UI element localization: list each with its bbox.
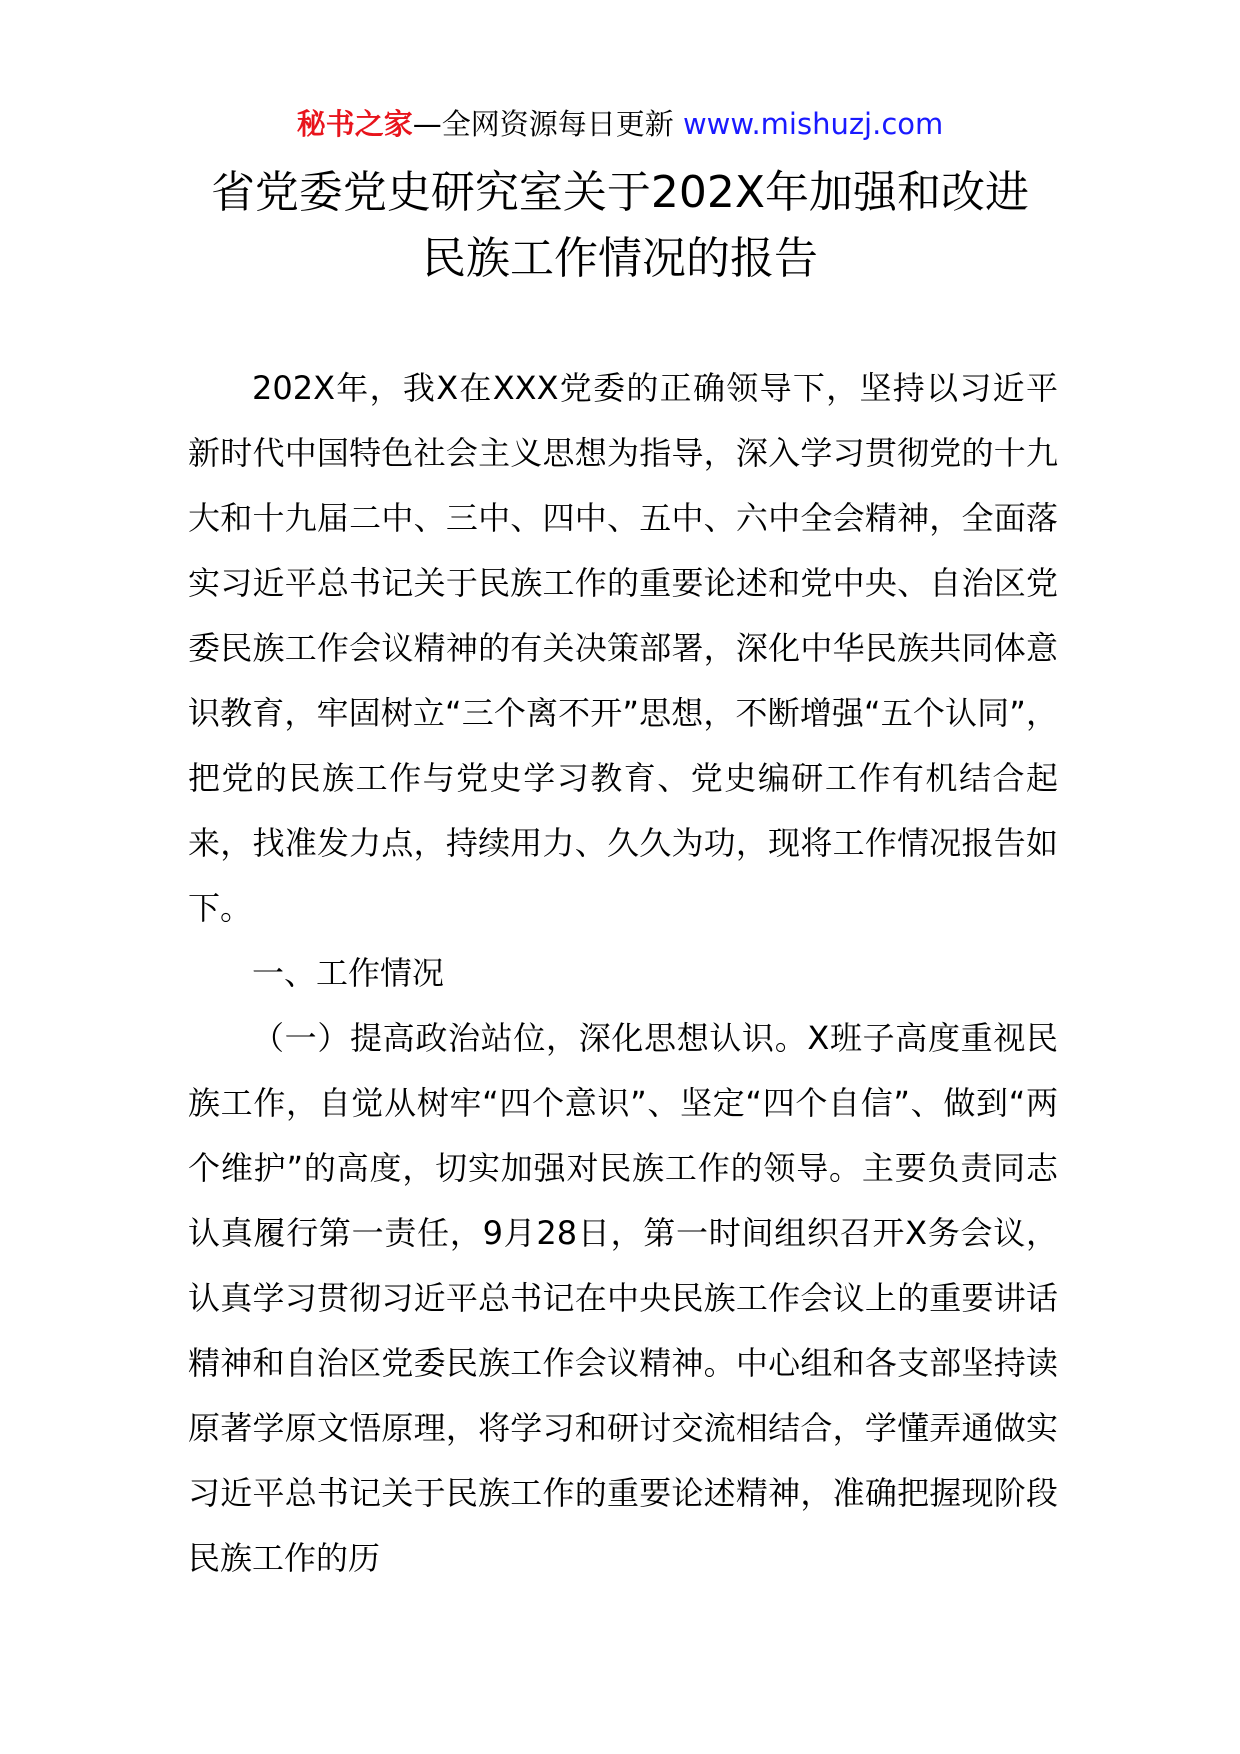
site-tagline: —全网资源每日更新 — [412, 107, 683, 141]
paragraph-section-1: （一）提高政治站位，深化思想认识。X班子高度重视民族工作，自觉从树牢“四个意识”、坚定“四个自信”、做到“两个维护”的高度，切实加强对民族工作的领导。主要负责同志认真履行第一责任，9月28日，第一时间组织召开X务会议，认真学习贯彻习近平总书记在中央民族工作会议上的重要讲话精神和自治区党委民族工作会议精神。中心组和各支部坚持读原著学原文悟原理，将学习和研讨交流相结合，学懂弄通做实习近平总书记关于民族工作的重要论述精神，准确把握现阶段民族工作的历 — [188, 1019, 1058, 1577]
site-brand: 秘书之家 — [296, 107, 413, 141]
site-banner — [0, 102, 1240, 146]
title-line-2: 民族工作情况的报告 — [422, 233, 818, 284]
site-url-link[interactable]: www.mishuzj.com — [682, 107, 944, 141]
document-body — [188, 356, 1058, 1591]
paragraph-intro: 202X年，我X在XXX党委的正确领导下，坚持以习近平新时代中国特色社会主义思想为指导，深入学习贯彻党的十九大和十九届二中、三中、四中、五中、六中全会精神，全面落实习近平总书记关于民族工作的重要论述和党中央、自治区党委民族工作会议精神的有关决策部署，深化中华民族共同体意识教育，牢固树立“三个离不开”思想，不断增强“五个认同”，把党的民族工作与党史学习教育、党史编研工作有机结合起来，找准发力点，持续用力、久久为功，现将工作情况报告如下。 — [188, 369, 1058, 927]
document-title — [0, 160, 1240, 292]
title-line-1: 省党委党史研究室关于202X年加强和改进 — [210, 167, 1030, 218]
section-heading: 一、工作情况 — [252, 954, 445, 992]
